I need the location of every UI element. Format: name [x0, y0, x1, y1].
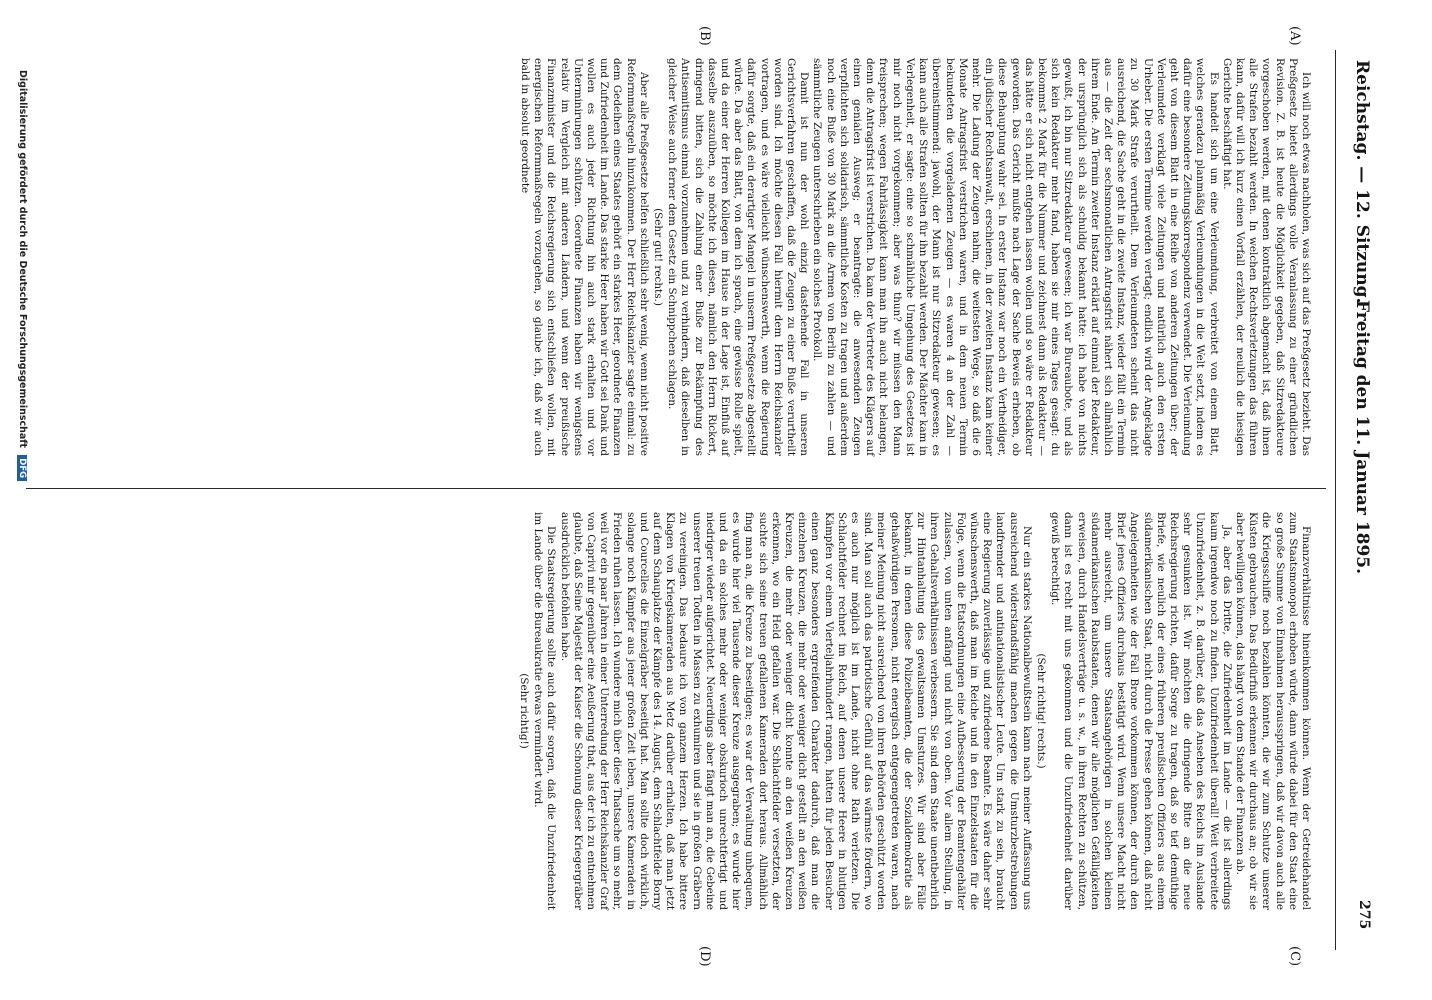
- header-rule: [1335, 50, 1336, 950]
- column-divider: [26, 488, 1326, 489]
- margin-marker-b: (B): [697, 26, 712, 46]
- paragraph: Nur ein starkes Nationalbewußtsein kann nach meiner Auffassung uns ausreichend widerstandsfähig machen gegen die Umsturzbestrebungen landfremder und antinationalistischer Leute. Um stark zu sein, braucht eine Regierung zuverlässige und zufriedene Beamte. Es wäre daher sehr wünschenswerth, daß man im Reiche und in den Einzelstaaten für die Folge, wenn die Etatsordnungen eine Aufbesserung der Beamtengehälter zulassen, von unten anfängt und nicht von oben. Vor allem Stellung, in ihren Gehaltsverhältnissen verbessern. Sie sind dem Staate unentbehrlich zur Hintanhaltung des gewaltsamen Umsturzes. Wir sind aber Fälle bekannt, in denen diese Polizeibeamten, die der Sozialdemokratie als gehaßwürdigen Personen, nicht energisch entgegengetreten waren, nach meiner Meinung nicht ausreichend von ihren Behörden geschützt worden sind. Man soll auch das patriotische Gefühl auf das wärmste fördern, wo es auch nur möglich ist im Lande, nicht ohne Rath verletzen. Die Schlachtfelder rechnet im Reich, auf denen unsere Heere in blutigen Kämpfen vor einem Vierteljahrhundert rangen, hatten für jeden Besucher einen ganz besonders ergreifenden Charakter dadurch, daß man die einzelnen Kreuzen, die mehr oder weniger dicht gestellt an den weißen Kreuzen, die mehr oder weniger dicht konnte an den weißen Kreuzen erkennen, wo ein Held gefallen war. Die Schlachtfelder versetzten, der suchte sich seine treuen gefallenen Kameraden dort heraus. Allmählich fing man an, die Kreuze zu beseitigen; es war der Verwaltung unbequem, es wurde hier viel Tausende dieser Kreuze ausgegraben; es wurde hier und da ein solches mehr oder weniger obskurioch unrechtfertigt und niedriger wieder aufgerichtet. Neuerdings aber fängt man an, die Gebeine unserer treuen Todten in Massen zu exhumiren und sie in großen Gräbern zu vereinigen. Das bedaure ich von ganzem Herzen. Ich habe bittere Klagen von Kriegskameraden aus Metz darüber erhalten, daß man jetzt auf dem Schauplatze der Kämpfe des 14. August, dem Schlachtfelde Borny und Courcelles die Einzelgräber beseitigt hat. Man sollte doch wirklich, solange noch Kämpfer aus jener großen Zeit leben, unsere Kameraden in Frieden ruhen lassen. Ich wundere mich über diese Thatsache um so mehr, weil vor ein paar Jahren in einer Unterredung der Herr Reichskanzler Graf von Caprivi mir gegenüber eine Aeußerung that, aus der ich zu entnehmen glaubte, daß Seine Majestät der Kaiser die Schonung dieser Kriegergräber ausdrücklich befohlen habe.: [558, 512, 1033, 910]
- right-text-column: [516, 512, 1312, 910]
- paragraph: Finanzverhältnisse hineinkommen können. Wenn der Getreidehandel zum Staatsmonopol erhoben würde, dann würde dabei für den Staat eine so große Summe von Einnahmen herausspringen, daß wir davon auch alle die Kriegsschiffe noch bezahlen könnten, die wir zum Schutze unserer Küsten gebrauchen. Das Bedürfniß erkennen wir durchaus an; ob wir sie aber bewilligen können, das hängt von dem Stande der Finanzen ab.: [1233, 512, 1312, 910]
- paragraph: Damit ist nun der wohl einzig dastehende Fall in unseren Gerichtsverfahren geschaffen, daß die Zeugen zu einer Buße verurtheilt worden sind. Ich möchte diesen Fall hiermit dem Herrn Reichskanzler vortragen, und es wäre vielleicht wünschenswerth, wenn die Regierung dafür sorgte, daß ein derartiger Mangel in unserm Preßgesetze abgestellt würde. Da aber das Blatt, von dem ich sprach, eine gewisse Rolle spielt, und da einer der Herren Kollegen im Hause in der Lage ist, Einfluß auf dasselbe auszuüben, so möchte ich diesen, nämlich den Herrn Rickert, dringend bitten, sich die Zahlung einer Buße zur Bekämpfung des Antisemitismus einmal vorzunehmen und zu verhindern, daß dieselben in gleicher Weise auch ferner dem Gesetz ein Schnippchen schlagen.: [666, 58, 811, 456]
- paragraph: Es handelt sich um eine Verleumdung, verbreitet von einem Blatt, welches geradezu planmäßig Verleumdungen in die Welt setzt, indem es dafür eine besondere Zeitungskorrespondenz verwendet. Die Verleumdung geht von diesem Blatt in eine Reihe von anderen Zeitungen über; der Verleumdete verklagt viele Zeitungen und natürlich auch den ersten Urheber. Die ersten Termine werden vertagt; endlich wird der Angeklagte zu 30 Mark Strafe verurtheilt. Dem Verleumdeten scheint das nicht ausreichend, die Sache geht in die zweite Instanz, wieder fällt ein Termin aus — die Zeit der sechsmonatlichen Antragsfrist nähert sich allmählich ihrem Ende. Am Termin zweiter Instanz erklärt auf einmal der Redakteur, der ursprünglich sich als schuldig bekannt hatte: ich habe von nichts gewußt, ich bin nur Sitzredakteur gewesen; ich war Bureaubote, und als sich kein Redakteur mehr fand, haben sie mir eines Tages gesagt: du bekommst 2 Mark für die Nummer und zeichnest dann als Redakteur — das hätte er sich nicht entgehen lassen wollen und so wäre er Redakteur geworden. Das Gericht mußte nach Lage der Sache Beweis erheben, ob diese Behauptung wahr sei. In erster Instanz war noch ein Vertheidiger, ein jüdischer Rechtsanwalt, erschienen, in der zweiten Instanz kam keiner mehr. Die Ladung der Zeugen nahm, die weitesten Wege, so daß die 6 Monate Antragsfrist verstrichen waren, und in dem neuen Termin bekundeten die vorgeladenen Zeugen — es waren 4 an der Zahl — übereinstimmend: jawohl, der Mann ist nur Sitzredakteur gewesen; es kann auch alle Strafen sollten für ihn bezahlt werden. Der Mächter kam in Verlegenheit, er sagte: eine so schmähliche Umgehung des Gesetzes ist mir noch nicht vorgekommen; aber was thun? wir müssen den Mann freisprechen; wegen Fahrlässigkeit kann man ihn auch nicht belangen, denn die Antragsfrist ist verstrichen. Da kam der Vertreter des Klägers auf einen genialen Ausweg; er beantragte: die anwesenden Zeugen verpflichten sich solidarisch, sämmtliche Kosten zu tragen und außerdem noch eine Buße von 30 Mark an die Armen von Berlin zu zahlen — und sämmtliche Zeugen unterschrieben ein solches Protokoll.: [811, 58, 1220, 456]
- digitization-credit: [17, 70, 28, 481]
- running-header-date: Freitag den 11. Januar 1895.: [1352, 300, 1372, 575]
- digitization-note: Digitalisierung gefördert durch die Deutsche Forschungsgemeinschaft: [17, 70, 28, 448]
- paragraph: Ich will noch etwas nachholen, was sich auf das Preßgesetz bezieht. Das Preßgesetz bietet allerdings volle Veranlassung zu einer gründlichen Revision. Z. B. ist heute die Möglichkeit gegeben, daß Sitzredakteure vorgeschoben werden, mit denen kontraktlich abgemacht ist, daß ihnen alle Strafen bezahlt werden. In welchen Rechtsverletzungen das führen kann, dafür will ich kurz einen Vorfall erzählen, der neulich die hiesigen Gerichte beschäftigt hat.: [1220, 58, 1312, 456]
- left-text-column: [518, 58, 1312, 456]
- interjection: (Sehr richtig! rechts.): [1034, 653, 1047, 769]
- paragraph: Die Staatsregierung sollte auch dafür sorgen, daß die Unzufriedenheit im Lande über die Bureaukratie etwas vermindert wird.: [532, 512, 558, 910]
- margin-marker-c: (C): [1287, 946, 1302, 967]
- interjection: (Sehr gut! rechts.): [652, 208, 665, 306]
- dfg-logo: DFG: [17, 455, 27, 481]
- paragraph: Ja, aber das Dritte, die Zufriedenheit im Lande — die ist allerdings kaum irgendwo noch zu finden. Unzufriedenheit überall! Weit verbreitete Unzufriedenheit, z. B. darüber, daß das Ansehen des Reichs im Auslande sehr gesunken ist. Wir möchten die dringende Bitte an die neue Reichsregierung richten, dafür Sorge zu tragen, daß so tief demüthige Briefe, wie neulich der eines früheren preußischen Offiziers aus einem südamerikanischen Staat, nicht durch die Presse gehen können, daß nicht Angelegenheiten wie der Fall Brone vorkommen können, der durch den Brief jenes Offiziers durchaus bestätigt wird. Wenn unsere Macht nicht mehr ausreicht, um unsere Staatsangehörigen in solchen kleinen südamerikanischen Raubstaaten, denen wir alle möglichen Gefälligkeiten erweisen, durch Handelsverträge u. s. w., in ihren Rechten zu schützen, dann ist es recht mit uns gekommen und die Unzufriedenheit darüber gewiß berechtigt.: [1049, 512, 1233, 910]
- margin-marker-d: (D): [697, 946, 712, 967]
- running-header-left: Reichstag. — 12. Sitzung.: [1352, 60, 1372, 304]
- page-number: 275: [1356, 900, 1372, 930]
- interjection: (Sehr richtig!): [518, 673, 531, 749]
- paragraph: Aber alle Preßgesetze helfen schließlich sehr wenig, wenn nicht positive Reformmaßregeln hinzukommen. Der Herr Reichskanzler sagte einmal: zu dem Gedeihen eines Staates gehört ein starkes Heer, geordnete Finanzen und Zufriedenheit im Lande. Das starke Heer haben wir Gott sei Dank und wollen es auch jeder Richtung hin auch stark erhalten und vor Unterminirungen schützen. Geordnete Finanzen haben wir wenigstens relativ im Vergleich mit anderen Ländern, und wenn der preußische Finanzminister und die Reichsregierung sich entschließen wollen, mit energischen Reformmaßregeln vorzugehen, so glaube ich, daß wir auch bald in absolut geordnete: [519, 58, 650, 456]
- margin-marker-a: (A): [1287, 26, 1302, 46]
